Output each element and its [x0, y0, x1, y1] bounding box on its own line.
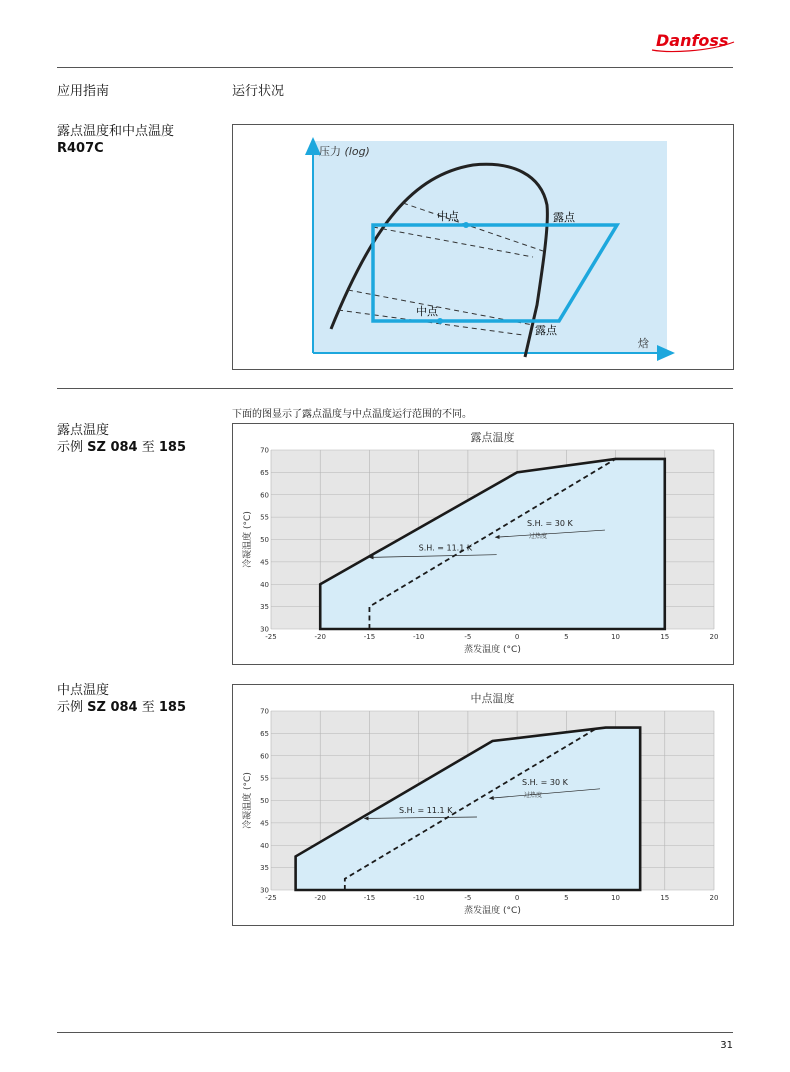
- annotation-sub: 过热度: [528, 533, 547, 541]
- x-tick-label: -20: [314, 633, 326, 641]
- caption: 下面的图显示了露点温度与中点温度运行范围的不同。: [232, 409, 472, 420]
- chart-dew-temperature: [233, 424, 733, 664]
- section2-heading: [57, 422, 186, 456]
- y-tick-label: 40: [260, 580, 269, 589]
- section3-title: 中点温度: [57, 683, 110, 698]
- x-tick-label: -15: [363, 633, 376, 641]
- x-tick-label: -25: [265, 633, 277, 641]
- x-tick-label: 0: [514, 894, 520, 902]
- y-tick-label: 60: [260, 491, 269, 500]
- x-tick-label: -5: [464, 633, 472, 641]
- logo-text: Danfoss: [656, 31, 729, 50]
- x-tick-label: -10: [412, 633, 425, 641]
- y-tick-label: 50: [260, 536, 269, 544]
- x-tick-label: 5: [564, 633, 569, 641]
- annotation-label: S.H. = 11.1 K: [418, 543, 473, 553]
- chart-title: 中点温度: [470, 692, 515, 705]
- y-tick-label: 45: [260, 558, 269, 567]
- y-axis-title: 冷凝温度 (°C): [243, 511, 253, 568]
- x-axis-title: 蒸发温度 (°C): [464, 645, 521, 655]
- x-tick-label: 15: [660, 633, 670, 641]
- y-tick-label: 30: [260, 625, 269, 634]
- danfoss-logo: [648, 28, 738, 56]
- y-tick-label: 55: [260, 774, 269, 783]
- footer-rule: [57, 1032, 733, 1033]
- section3-subtitle: 示例 SZ 084 至 185: [57, 700, 186, 715]
- x-tick-label: 20: [709, 633, 719, 641]
- chart-title: 露点温度: [470, 431, 515, 444]
- section1-heading: [57, 123, 174, 157]
- x-tick-label: -20: [314, 894, 326, 902]
- x-tick-label: -15: [363, 894, 376, 902]
- annotation-sub: 过热度: [524, 791, 543, 799]
- label-mid-bottom: 中点: [416, 305, 438, 318]
- x-tick-label: -10: [412, 894, 425, 902]
- x-tick-label: -5: [464, 894, 472, 902]
- y-axis-title: 冷凝温度 (°C): [243, 772, 253, 829]
- y-tick-label: 35: [260, 603, 269, 612]
- x-tick-label: 15: [660, 894, 670, 902]
- label-dew-top: 露点: [553, 211, 575, 224]
- y-axis-label: 压力 (log): [319, 145, 370, 158]
- section2-subtitle: 示例 SZ 084 至 185: [57, 440, 186, 455]
- section1-title: 露点温度和中点温度: [57, 124, 175, 139]
- y-tick-label: 35: [260, 864, 269, 873]
- section-rule: [57, 388, 733, 389]
- label-mid-top: 中点: [437, 210, 459, 223]
- y-tick-label: 40: [260, 841, 269, 850]
- x-tick-label: 0: [514, 633, 520, 641]
- x-tick-label: -25: [265, 894, 277, 902]
- y-tick-label: 30: [260, 886, 269, 895]
- ph-diagram-box: [232, 124, 734, 370]
- mid-point-top: [463, 222, 469, 228]
- annotation-label: S.H. = 30 K: [522, 777, 568, 787]
- y-tick-label: 60: [260, 752, 269, 761]
- header-left: 应用指南: [57, 84, 110, 99]
- y-tick-label: 55: [260, 513, 269, 522]
- section2-title: 露点温度: [57, 423, 110, 438]
- ph-diagram: [233, 125, 733, 369]
- x-tick-label: 10: [611, 894, 621, 902]
- page-number: 31: [720, 1040, 733, 1051]
- section3-heading: [57, 682, 186, 716]
- chart1-box: [232, 423, 734, 665]
- label-dew-bottom: 露点: [535, 324, 557, 337]
- x-tick-label: 20: [709, 894, 719, 902]
- annotation-label: S.H. = 30 K: [526, 519, 573, 529]
- y-tick-label: 70: [260, 446, 269, 455]
- y-tick-label: 65: [260, 468, 269, 477]
- y-tick-label: 70: [260, 707, 269, 716]
- y-tick-label: 45: [260, 819, 269, 828]
- x-tick-label: 10: [611, 633, 621, 641]
- x-tick-label: 5: [564, 894, 569, 902]
- y-tick-label: 65: [260, 729, 269, 738]
- x-axis-label: 焓: [638, 337, 649, 350]
- y-tick-label: 50: [260, 797, 269, 805]
- x-axis-title: 蒸发温度 (°C): [464, 906, 521, 916]
- mid-point-bottom: [437, 318, 443, 324]
- header-right: 运行状况: [232, 84, 285, 99]
- section1-subtitle: R407C: [57, 141, 104, 156]
- chart2-box: [232, 684, 734, 926]
- chart-mid-temperature: [233, 685, 733, 925]
- annotation-label: S.H. = 11.1 K: [398, 806, 453, 816]
- header-top-rule: [57, 67, 733, 68]
